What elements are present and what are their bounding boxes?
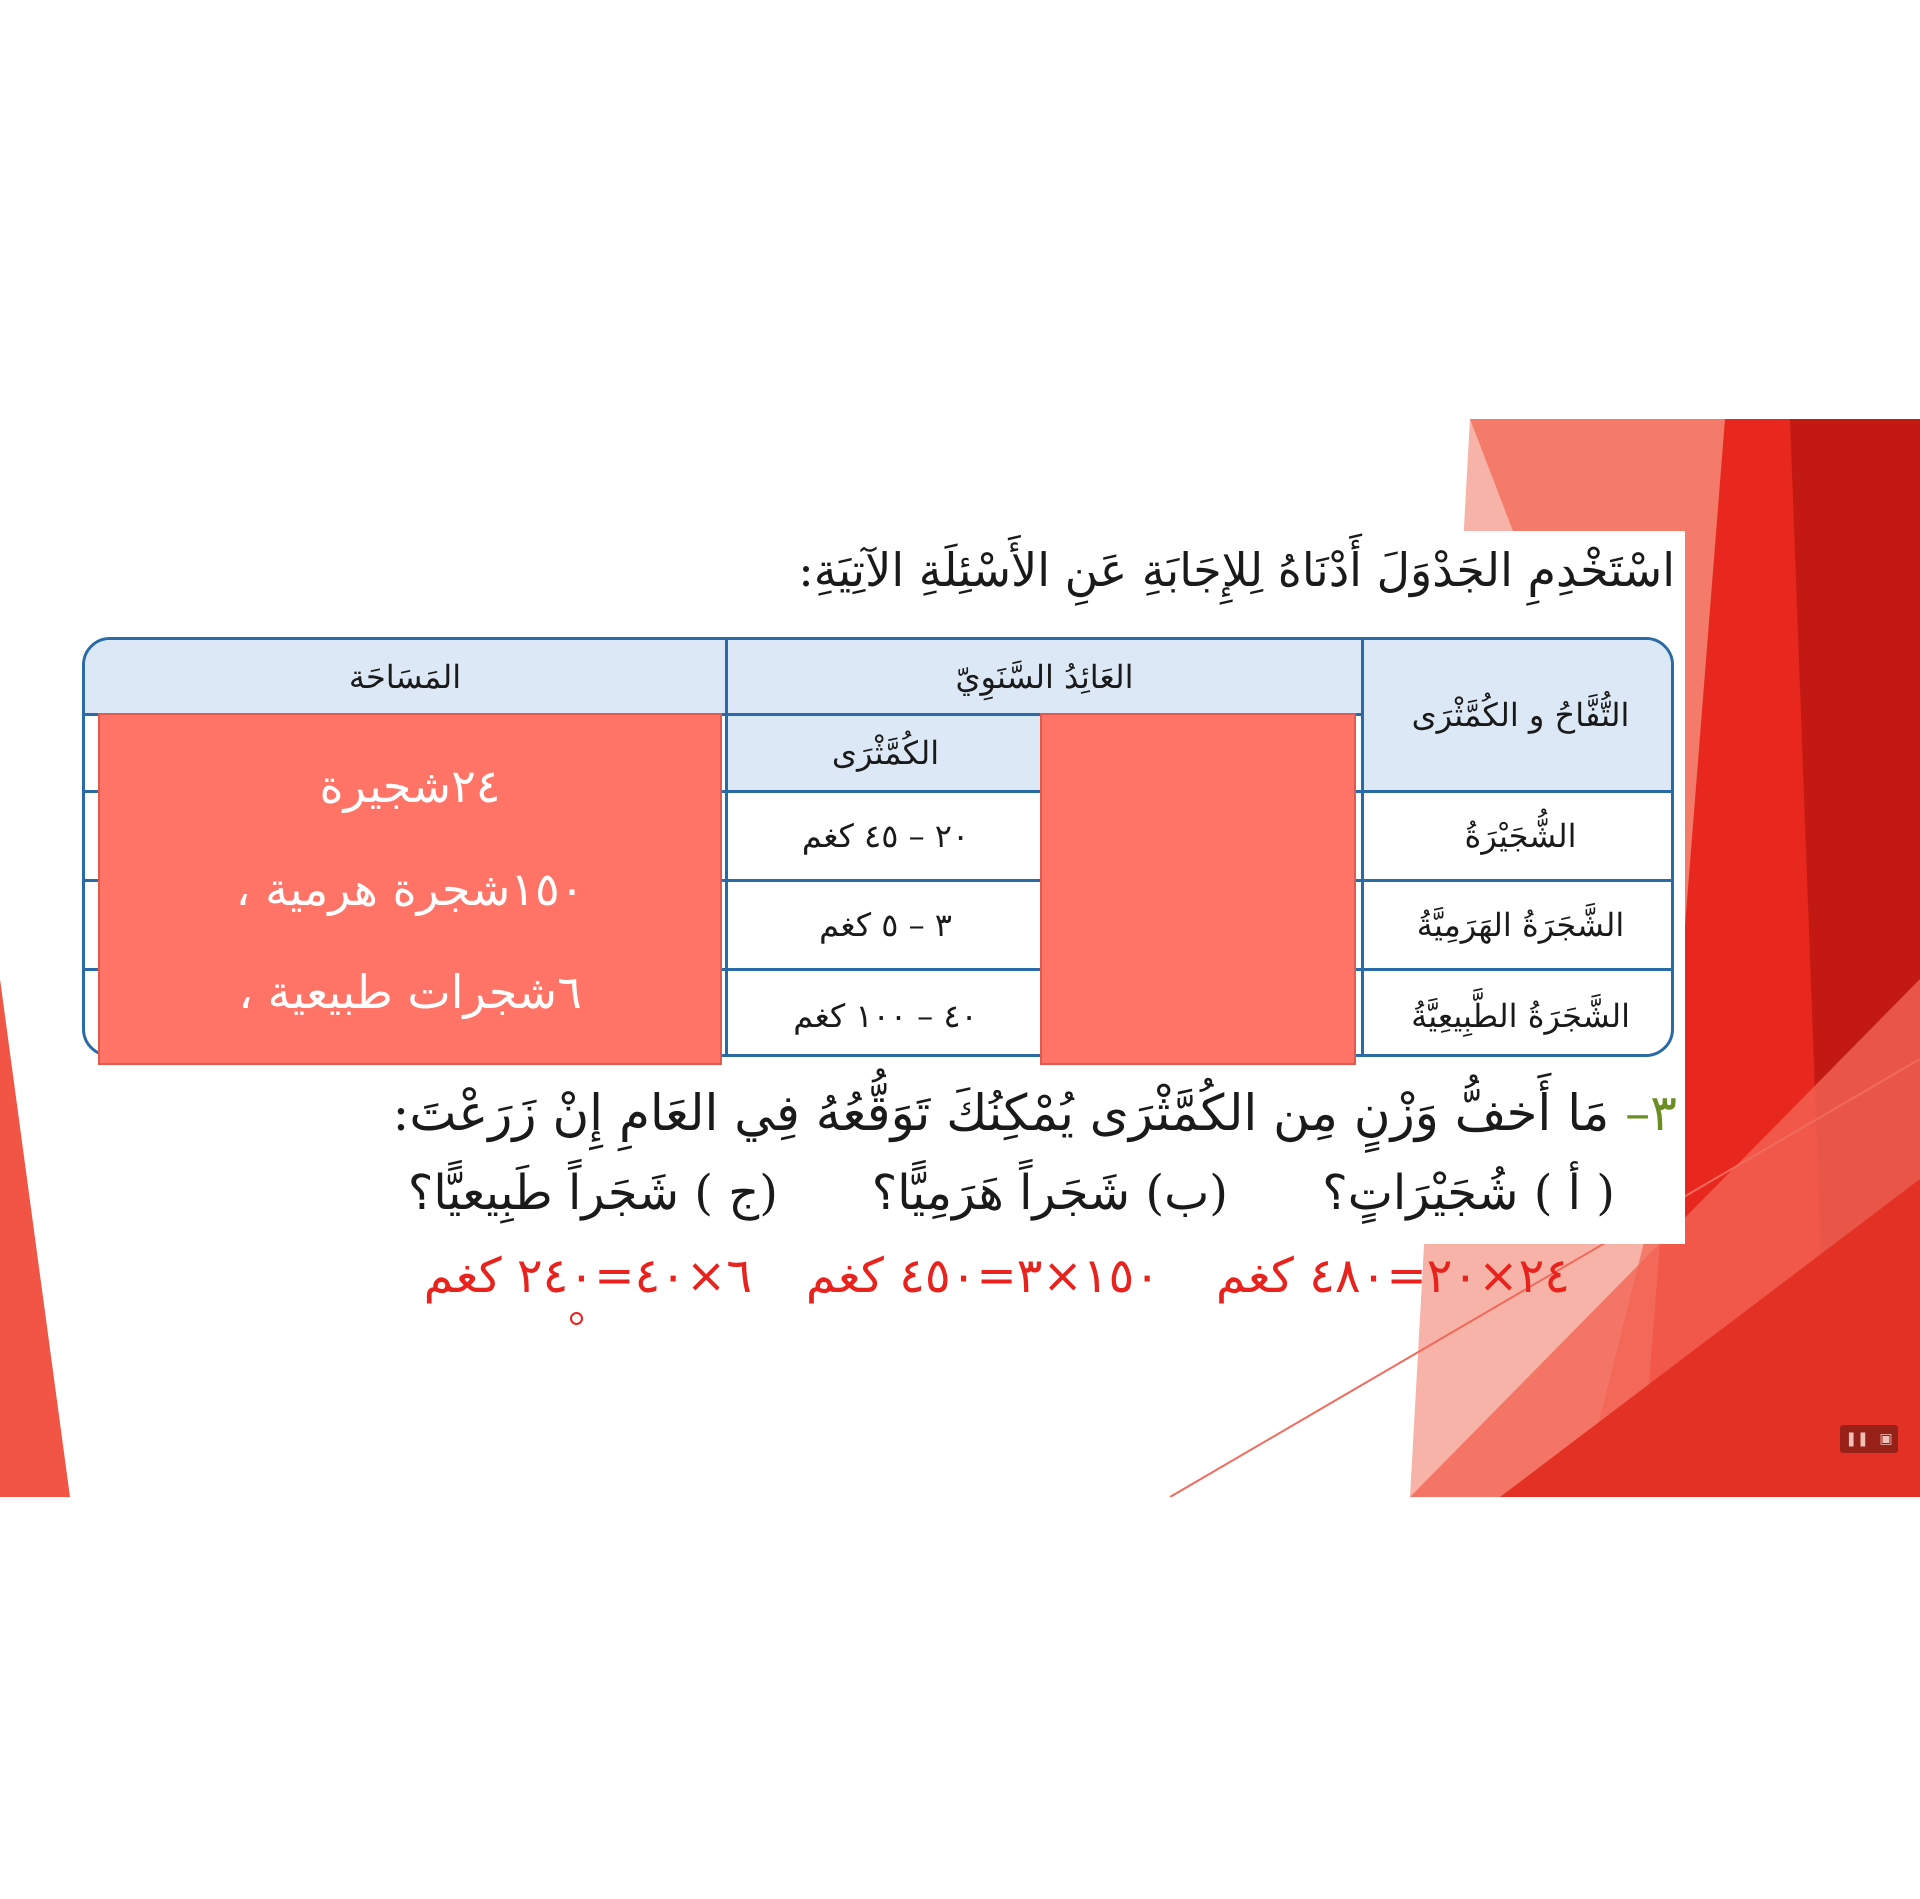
row-type: الشُّجَيْرَةُ	[1361, 793, 1674, 882]
apple-yield-cover-box	[1040, 713, 1356, 1065]
subheader-pear: الكُمَّثْرَى	[725, 716, 1043, 793]
answer-b: ١٥٠×٣=٤٥٠ كغم	[805, 1248, 1160, 1304]
header-type: التُّفَّاحُ و الكُمَّثْرَى	[1361, 640, 1674, 793]
pause-icon[interactable]: ❚❚	[1845, 1431, 1869, 1447]
instruction-text: اسْتَخْدِمِ الجَدْوَلَ أَدْنَاهُ لِلإِجَابَةِ عَنِ الأَسْئِلَةِ الآتِيَةِ:	[798, 543, 1675, 597]
row-pear-yield: ٣ – ٥ كغم	[725, 882, 1043, 971]
row-type: الشَّجَرَةُ الهَرَمِيَّةُ	[1361, 882, 1674, 971]
cover-note: ١٥٠شجرة هرمية ،	[235, 861, 585, 916]
answer-a: ٢٤×٢٠=٤٨٠ كغم	[1215, 1248, 1570, 1304]
question-3	[377, 1078, 1677, 1148]
row-pear-yield: ٤٠ – ١٠٠ كغم	[725, 971, 1043, 1057]
answer-c: ٦×٤٠=٢٤٠ كغم	[423, 1248, 752, 1304]
screen-icon[interactable]: ▣	[1879, 1431, 1893, 1447]
option-a: ( أ ) شُجَيْرَاتٍ؟	[1322, 1165, 1615, 1221]
question-text: مَا أَخفُّ وَزْنٍ مِن الكُمَّثْرَى يُمْكِنُكَ تَوَقُّعُهُ فِي العَامِ إِنْ زَرَعْتَ:	[392, 1084, 1610, 1142]
cover-note: ٢٤شجيرة	[319, 759, 501, 814]
row-type: الشَّجَرَةُ الطَّبِيعِيَّةُ	[1361, 971, 1674, 1057]
option-b: (ب) شَجَراً هَرَمِيًّا؟	[871, 1165, 1228, 1221]
option-c: (ج ) شَجَراً طَبِيعيًّا؟	[407, 1165, 778, 1221]
player-controls[interactable]	[1840, 1425, 1898, 1453]
header-area: المَسَاحَة	[85, 640, 725, 716]
question-number: ٣–	[1625, 1084, 1677, 1142]
header-yield: العَائِدُ السَّنَوِيّ	[725, 640, 1361, 716]
cover-note: ٦شجرات طبيعية ،	[238, 964, 582, 1019]
row-pear-yield: ٢٠ – ٤٥ كغم	[725, 793, 1043, 882]
area-cover-box	[98, 713, 722, 1065]
annotation-dot	[570, 1312, 583, 1325]
